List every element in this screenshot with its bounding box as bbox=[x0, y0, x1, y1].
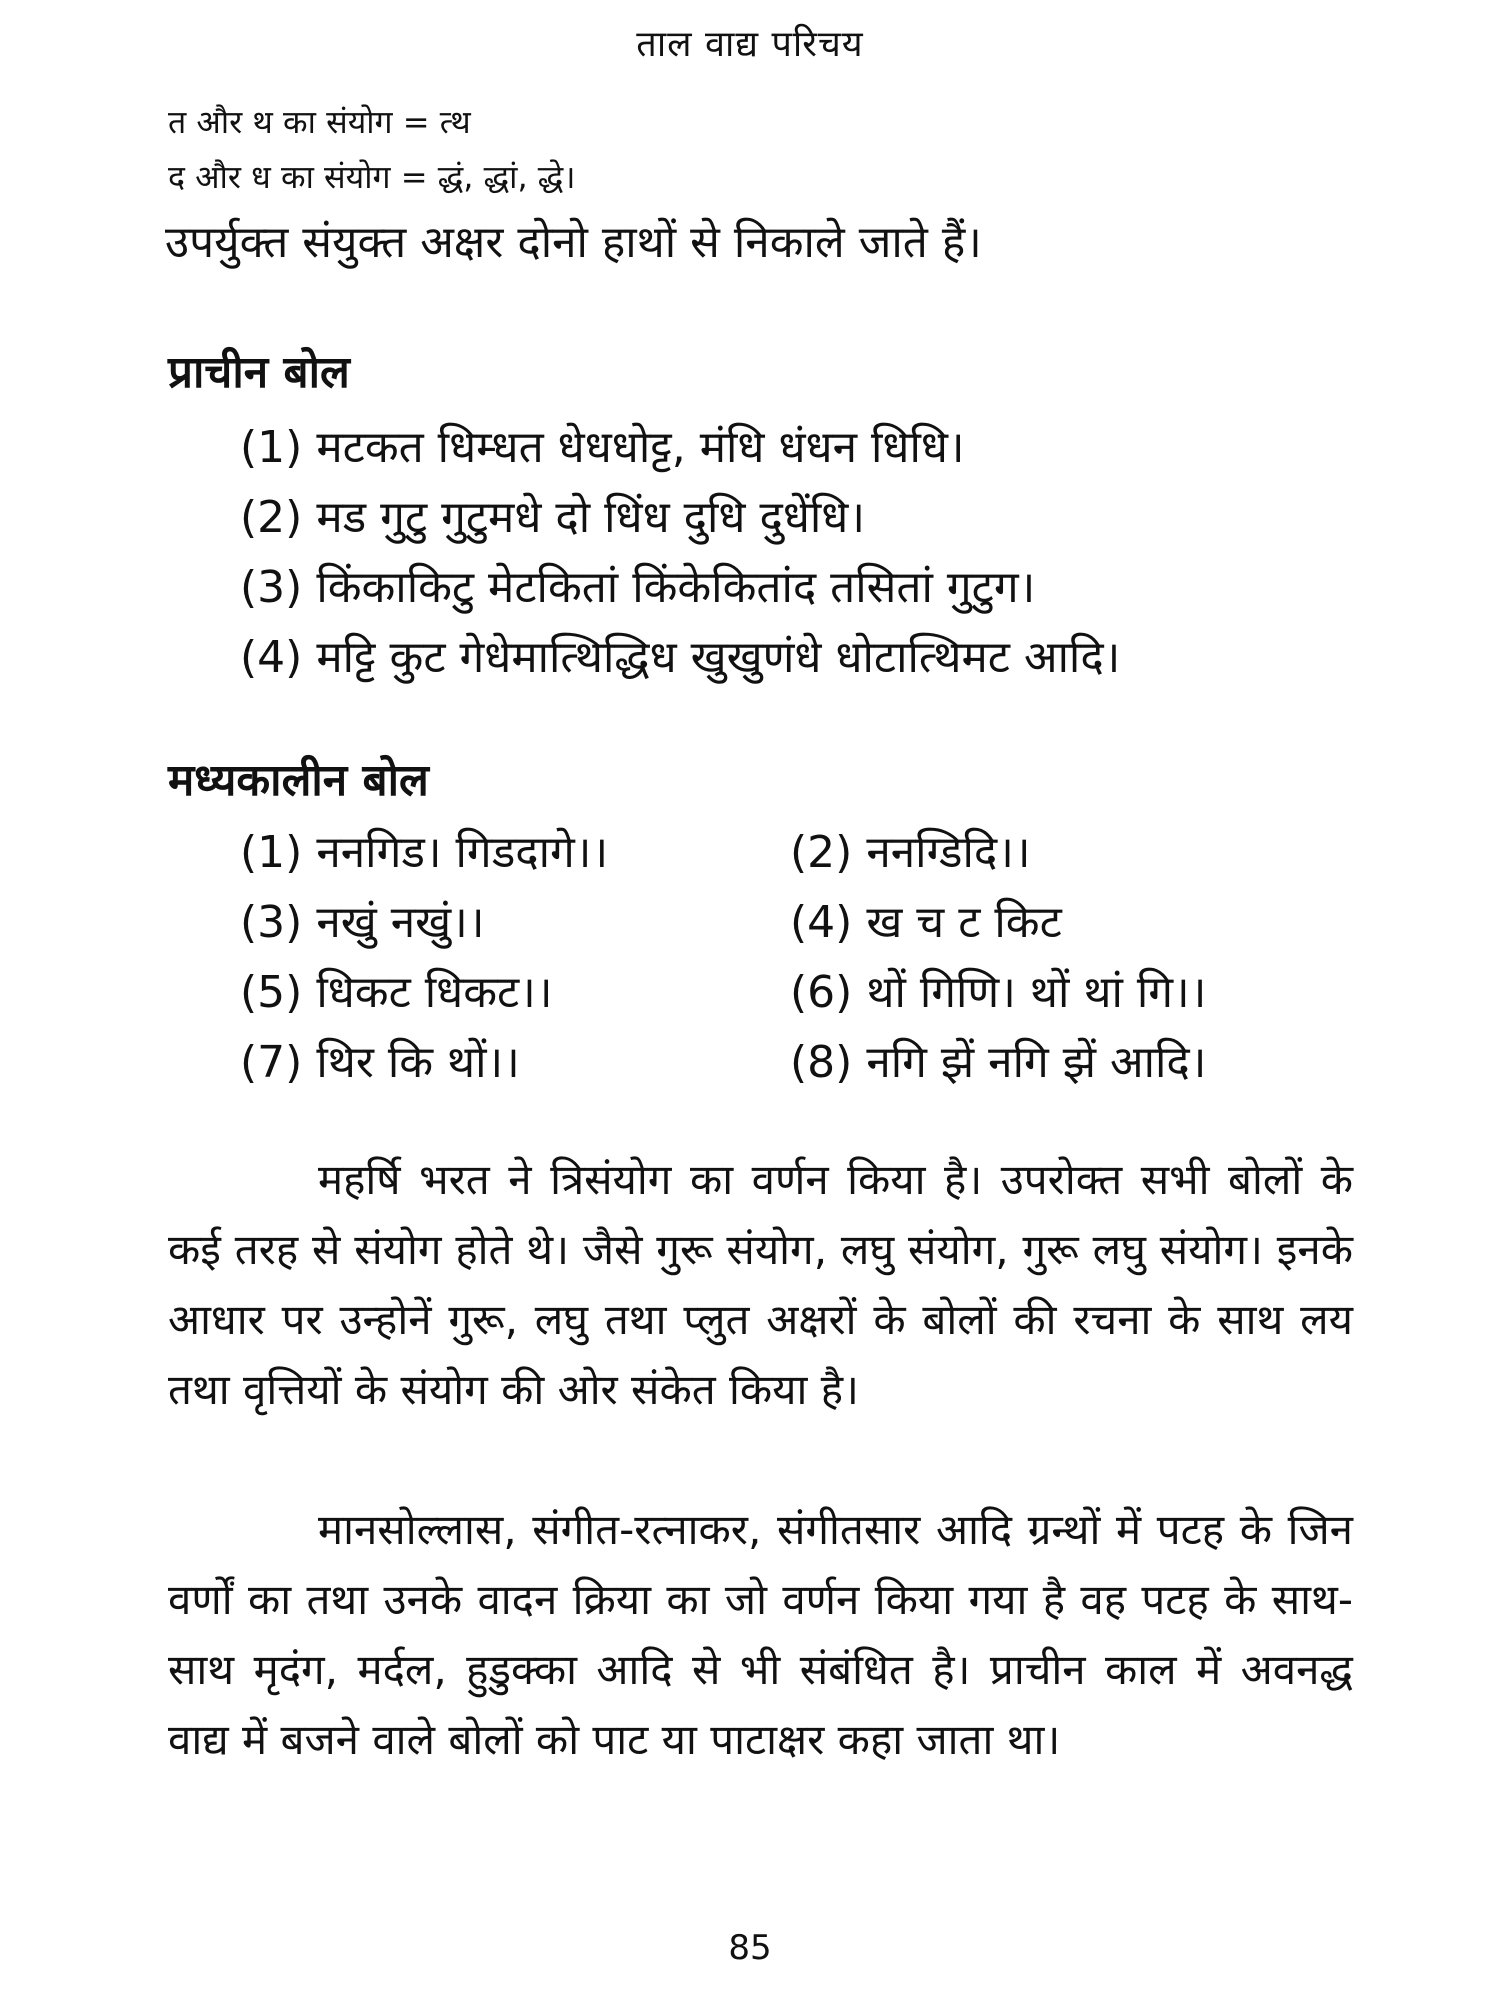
item-number: (2) bbox=[790, 827, 853, 878]
item-number: (1) bbox=[240, 422, 303, 473]
item-text: ख च ट किट bbox=[866, 897, 1062, 948]
item-text: मड गुटु गुटुमधे दो धिंध दुधि दुधेंधि। bbox=[316, 492, 866, 543]
section-heading-madhyakalin: मध्यकालीन बोल bbox=[168, 755, 429, 806]
intro-line-3: उपर्युक्त संयुक्त अक्षर दोनो हाथों से निकाले जाते हैं। bbox=[165, 217, 982, 268]
item-text: थों गिणि। थों थां गि।। bbox=[866, 967, 1207, 1018]
section-heading-prachin: प्राचीन बोल bbox=[168, 347, 350, 398]
item-text: थिर कि थों।। bbox=[316, 1037, 520, 1088]
item-text: किंकाकिटु मेटकितां किंकेकितांद तसितां गुटुग। bbox=[316, 562, 1036, 613]
item-text: मटकत धिम्धत धेधधोट्ट, मंधि धंधन धिधि। bbox=[316, 422, 965, 473]
madhyakalin-bol-item bbox=[790, 820, 1031, 880]
running-head: ताल वाद्य परिचय bbox=[636, 24, 864, 65]
item-number: (5) bbox=[240, 967, 303, 1018]
item-number: (8) bbox=[790, 1037, 853, 1088]
prachin-bol-item bbox=[240, 555, 1035, 615]
item-text: मट्टि कुट गेधेमात्थिद्धिध खुखुणंधे धोटात्थिमट आदि। bbox=[316, 632, 1121, 683]
body-paragraph bbox=[168, 1495, 1353, 1775]
item-number: (3) bbox=[240, 562, 303, 613]
madhyakalin-bol-item bbox=[790, 1030, 1206, 1090]
item-text: नखुं नखुं।। bbox=[316, 897, 485, 948]
item-text: धिकट धिकट।। bbox=[316, 967, 553, 1018]
madhyakalin-bol-item bbox=[240, 890, 485, 950]
page-number: 85 bbox=[728, 1928, 772, 1968]
prachin-bol-item bbox=[240, 625, 1120, 685]
item-text: नगि झें नगि झें आदि। bbox=[866, 1037, 1207, 1088]
madhyakalin-bol-item bbox=[240, 960, 553, 1020]
paragraph-text: महर्षि भरत ने त्रिसंयोग का वर्णन किया है। उपरोक्त सभी बोलों के कई तरह से संयोग होते थे। जैसे गुरू संयोग, लघु संयोग, गुरू लघु संयोग। इनके आधार पर उन्होनें गुरू, लघु तथा प्लुत अक्षरों के बोलों की रचना के साथ लय तथा वृत्तियों के संयोग की ओर संकेत किया है। bbox=[168, 1155, 1353, 1414]
madhyakalin-bol-item bbox=[240, 1030, 520, 1090]
item-number: (3) bbox=[240, 897, 303, 948]
item-number: (4) bbox=[790, 897, 853, 948]
item-number: (7) bbox=[240, 1037, 303, 1088]
prachin-bol-item bbox=[240, 485, 865, 545]
paragraph-text: मानसोल्लास, संगीत-रत्नाकर, संगीतसार आदि ग्रन्थों में पटह के जिन वर्णों का तथा उनके वादन क्रिया का जो वर्णन किया गया है वह पटह के साथ-साथ मृदंग, मर्दल, हुडुक्का आदि से भी संबंधित है। प्राचीन काल में अवनद्ध वाद्य में बजने वाले बोलों को पाट या पाटाक्षर कहा जाता था। bbox=[168, 1505, 1353, 1764]
intro-line-2: द और ध का संयोग = द्धं, द्धां, द्धे। bbox=[168, 158, 576, 196]
intro-line-1: त और थ का संयोग = त्थ bbox=[168, 103, 471, 141]
item-number: (4) bbox=[240, 632, 303, 683]
item-text: ननग्डिदि।। bbox=[866, 827, 1031, 878]
madhyakalin-bol-item bbox=[790, 960, 1206, 1020]
body-paragraph bbox=[168, 1145, 1353, 1425]
madhyakalin-bol-item bbox=[790, 890, 1062, 950]
item-number: (2) bbox=[240, 492, 303, 543]
prachin-bol-item bbox=[240, 415, 965, 475]
item-number: (1) bbox=[240, 827, 303, 878]
item-number: (6) bbox=[790, 967, 853, 1018]
madhyakalin-bol-item bbox=[240, 820, 608, 880]
item-text: ननगिड। गिडदागे।। bbox=[316, 827, 609, 878]
